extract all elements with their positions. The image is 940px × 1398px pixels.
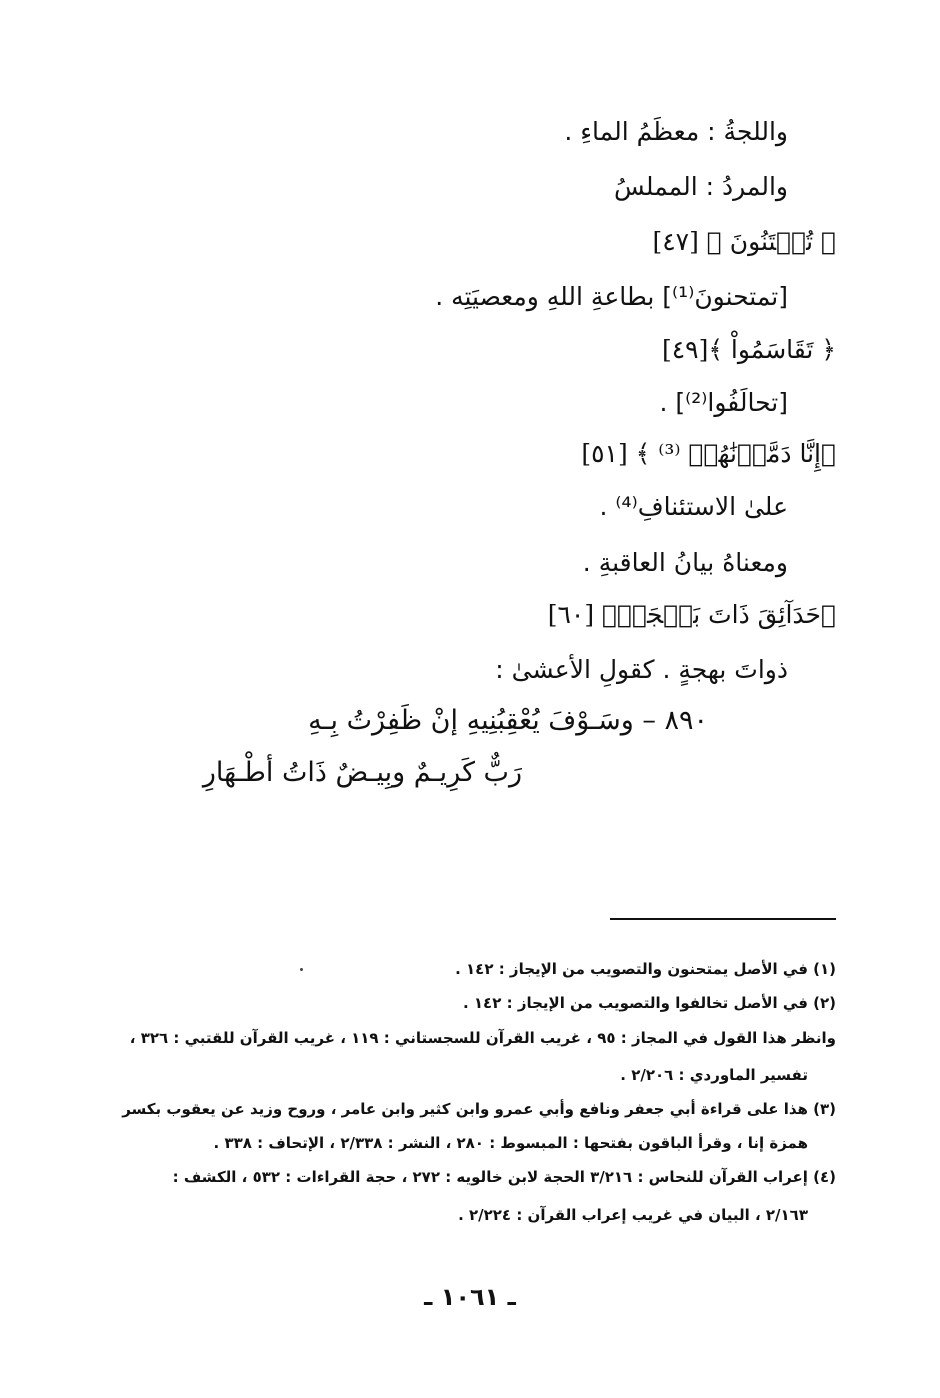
quran-word-line: ﴿حَدَآئِقَ ذَاتَ بَهۡجَةٖ﴾ [٦٠] (547, 600, 836, 629)
body-line-11: ذواتَ بهجةٍ . كقولِ الأعشىٰ : (495, 655, 788, 684)
footnote-3-cont: همزة إنا ، وقرأ الباقون بفتحها : المبسوط : ٢٨٠ ، النشر : ٢/٣٣٨ ، الإتحاف : ٣٣٨ . (213, 1134, 808, 1152)
quran-word-line: ﴿إِنَّا دَمَّرۡنَٰهُمۡ ⁽³⁾ ﴾ [٥١] (581, 439, 836, 468)
footnote-1: (١) في الأصل يمتحنون والتصويب من الإيجاز : ١٤٢ . (455, 960, 836, 978)
poem-line-2: رَبٌّ كَرِيـمٌ وبِيـضٌ ذَاتُ أطْـهَارِ (202, 757, 522, 788)
body-line-9: ومعناهُ بيانُ العاقبةِ . (582, 548, 788, 577)
footnote-2-cont: تفسير الماوردي : ٢/٢٠٦ . (620, 1066, 808, 1084)
footnote-2-cont: وانظر هذا القول في المجاز : ٩٥ ، غريب القرآن للسجستاني : ١١٩ ، غريب القرآن للقتبي : ٣٢٦ ، (129, 1029, 836, 1047)
footnote-4-cont: ٢/١٦٣ ، البيان في غريب إعراب القرآن : ٢/٢٢٤ . (458, 1206, 808, 1224)
body-line-8: علىٰ الاستئنافِ⁽⁴⁾ . (599, 492, 788, 521)
scan-speck (300, 968, 303, 971)
footnote-3: (٣) هذا على قراءة أبي جعفر ونافع وأبي عمرو وابن كثير وابن عامر ، وروح وزيد عن يعقوب بكسر (122, 1100, 836, 1118)
quran-word-line: ﴿ تَقَاسَمُواْ ﴾[٤٩] (661, 335, 836, 364)
page-number: ـ ١٠٦١ ـ (424, 1283, 516, 1311)
footnote-2: (٢) في الأصل تخالفوا والتصويب من الإيجاز : ١٤٢ . (462, 994, 836, 1012)
quran-word-line: ﴿ تُفۡتَنُونَ ﴾ [٤٧] (652, 227, 836, 256)
body-line-2: والمردُ : المملسُ (614, 172, 788, 201)
poem-line-1: ٨٩٠ – وسَـوْفَ يُعْقِبُنِيهِ إنْ ظَفِرْتُ بِـهِ (308, 705, 708, 736)
body-line-6: [تحالَفُوا⁽²⁾] . (659, 388, 788, 417)
body-line-4: [تمتحنونَ⁽¹⁾] بطاعةِ اللهِ ومعصيَتِه . (435, 282, 788, 311)
footnote-separator (610, 918, 836, 920)
footnote-4: (٤) إعراب القرآن للنحاس : ٣/٢١٦ الحجة لابن خالويه : ٢٧٢ ، حجة القراءات : ٥٣٢ ، الكشف : (172, 1168, 836, 1186)
body-line-1: واللجةُ : معظَمُ الماءِ . (564, 117, 788, 146)
